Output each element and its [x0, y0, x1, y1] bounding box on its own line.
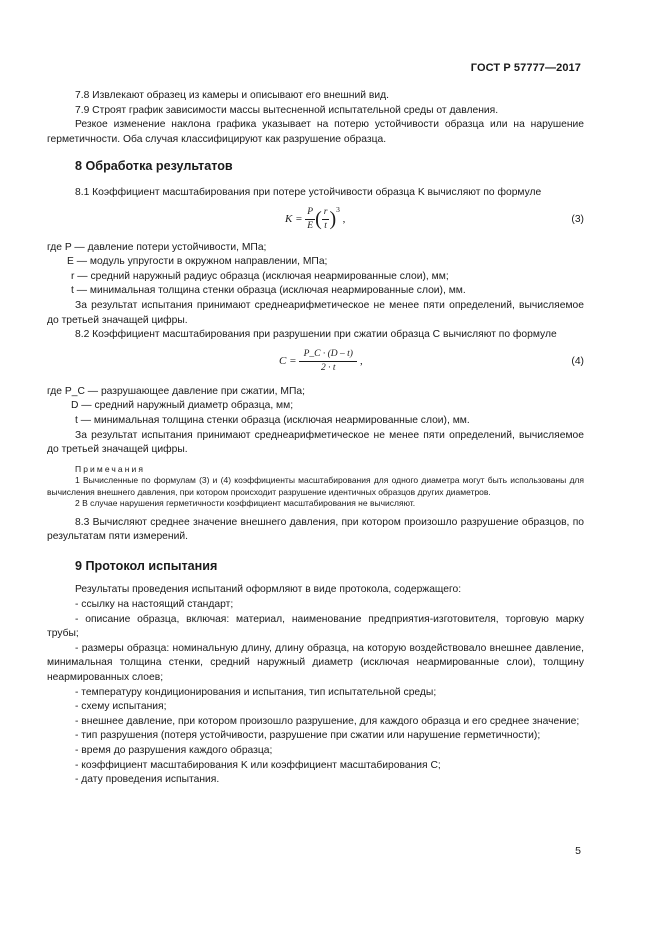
- def-r: r — средний наружный радиус образца (исключая неармированные слои), мм;: [71, 270, 449, 282]
- list-item: - размеры образца: номинальную длину, длину образца, на которую воздействовало внешнее давление, минимальная толщина стенки, средний наружный диаметр (исключая неармированные слои), толщину неармированных слоев;: [47, 642, 584, 684]
- section-8-title: 8 Обработка результатов: [75, 159, 233, 174]
- result-rule-2: За результат испытания принимают среднеарифметическое не менее пяти определений, вычисляемое до третьей значащей цифры.: [47, 429, 584, 456]
- list-item: - описание образца, включая: материал, наименование предприятия-изготовителя, торговую марку трубы;: [47, 613, 584, 640]
- fraction-c: $\frac{P\_C \cdot (D - t)}{2 \cdot t}$: [299, 349, 357, 374]
- formula-3-lhs: K =: [285, 212, 303, 225]
- page-number: 5: [575, 845, 581, 857]
- result-rule-1: За результат испытания принимают среднеарифметическое не менее пяти определений, вычисляемое до третьей значащей цифры.: [47, 299, 584, 326]
- list-item: - тип разрушения (потеря устойчивости, разрушение при сжатии или нарушение герметичности);: [75, 730, 541, 742]
- note-1: 1 Вычисленные по формулам (3) и (4) коэффициенты масштабирования для одного диаметра могут быть использованы для вычисления внешнего давления, при котором происходит разрушение идентичных образцов других диаметров.: [47, 475, 584, 497]
- paragraph-7-8: 7.8 Извлекают образец из камеры и описывают его внешний вид.: [75, 90, 389, 101]
- definitions-formula-3: [47, 241, 584, 299]
- def-e: E — модуль упругости в окружном направлении, МПа;: [67, 256, 328, 268]
- def-t: t — минимальная толщина стенки образца (исключая неармированные слои), мм.: [71, 285, 466, 297]
- formula-3-number: (3): [571, 213, 584, 225]
- list-item: - внешнее давление, при котором произошло разрушение, для каждого образца и его среднее значение;: [75, 715, 580, 727]
- paragraph-7-9: 7.9 Строят график зависимости массы вытесненной испытательной среды от давления.: [75, 104, 499, 116]
- paragraph-8-3: 8.3 Вычисляют среднее значение внешнего давления, при котором произошло разрушение образцов, по результатам пяти измерений.: [47, 516, 584, 543]
- formula-4-number: (4): [571, 355, 584, 367]
- formula-3: [47, 201, 584, 241]
- definitions-formula-4: [47, 385, 584, 429]
- notes-block: [47, 464, 584, 510]
- list-item: - время до разрушения каждого образца;: [75, 745, 273, 756]
- formula-4: [47, 343, 584, 385]
- list-item: - ссылку на настоящий стандарт;: [75, 599, 234, 611]
- paragraph-8-1: 8.1 Коэффициент масштабирования при потере устойчивости образца K вычисляют по формуле: [75, 186, 542, 198]
- open-paren: (: [315, 207, 322, 230]
- formula-4-body: C = $\frac{P\_C \cdot (D - t)}{2 \cdot t}$ ,: [279, 348, 363, 373]
- protocol-lead: Результаты проведения испытаний оформляют в виде протокола, содержащего:: [75, 584, 462, 596]
- formula-3-body: K = $\frac{P}{E}$ ( $\frac{r}{t}$ )$^3$ ,: [285, 204, 346, 231]
- close-paren: ): [329, 207, 337, 230]
- protocol-list: [47, 583, 584, 787]
- exponent: 3: [336, 204, 340, 214]
- fraction-r-t: $\frac{r}{t}$: [323, 206, 328, 231]
- fraction-p-e: $\frac{P}{E}$: [307, 206, 314, 231]
- def-p: где P — давление потери устойчивости, МПа;: [47, 241, 267, 253]
- section-9-title: 9 Протокол испытания: [75, 558, 218, 573]
- note-2: 2 В случае нарушения герметичности коэффициент масштабирования не вычисляют.: [75, 498, 416, 509]
- list-item: - коэффициент масштабирования K или коэффициент масштабирования C;: [75, 759, 441, 771]
- list-item: - схему испытания;: [75, 701, 167, 713]
- paragraph-8-2: 8.2 Коэффициент масштабирования при разрушении при сжатии образца C вычисляют по формуле: [75, 329, 557, 341]
- notes-label: Примечания: [75, 463, 146, 474]
- formula-4-lhs: C =: [279, 354, 297, 367]
- def-d: D — средний наружный диаметр образца, мм;: [71, 400, 294, 412]
- def-pc: где P_C — разрушающее давление при сжатии, МПа;: [47, 385, 305, 397]
- standard-code: ГОСТ Р 57777—2017: [470, 62, 581, 74]
- def-t2: t — минимальная толщина стенки образца (исключая неармированные слои), мм.: [75, 414, 470, 426]
- paragraph-7-9-note: Резкое изменение наклона графика указывает на потерю устойчивости образца или на нарушение герметичности. Оба случая классифицируют как разрушение образца.: [47, 119, 584, 145]
- page-content: [47, 89, 584, 788]
- list-item: - дату проведения испытания.: [75, 774, 220, 786]
- list-item: - температуру кондиционирования и испытания, тип испытательной среды;: [75, 686, 437, 698]
